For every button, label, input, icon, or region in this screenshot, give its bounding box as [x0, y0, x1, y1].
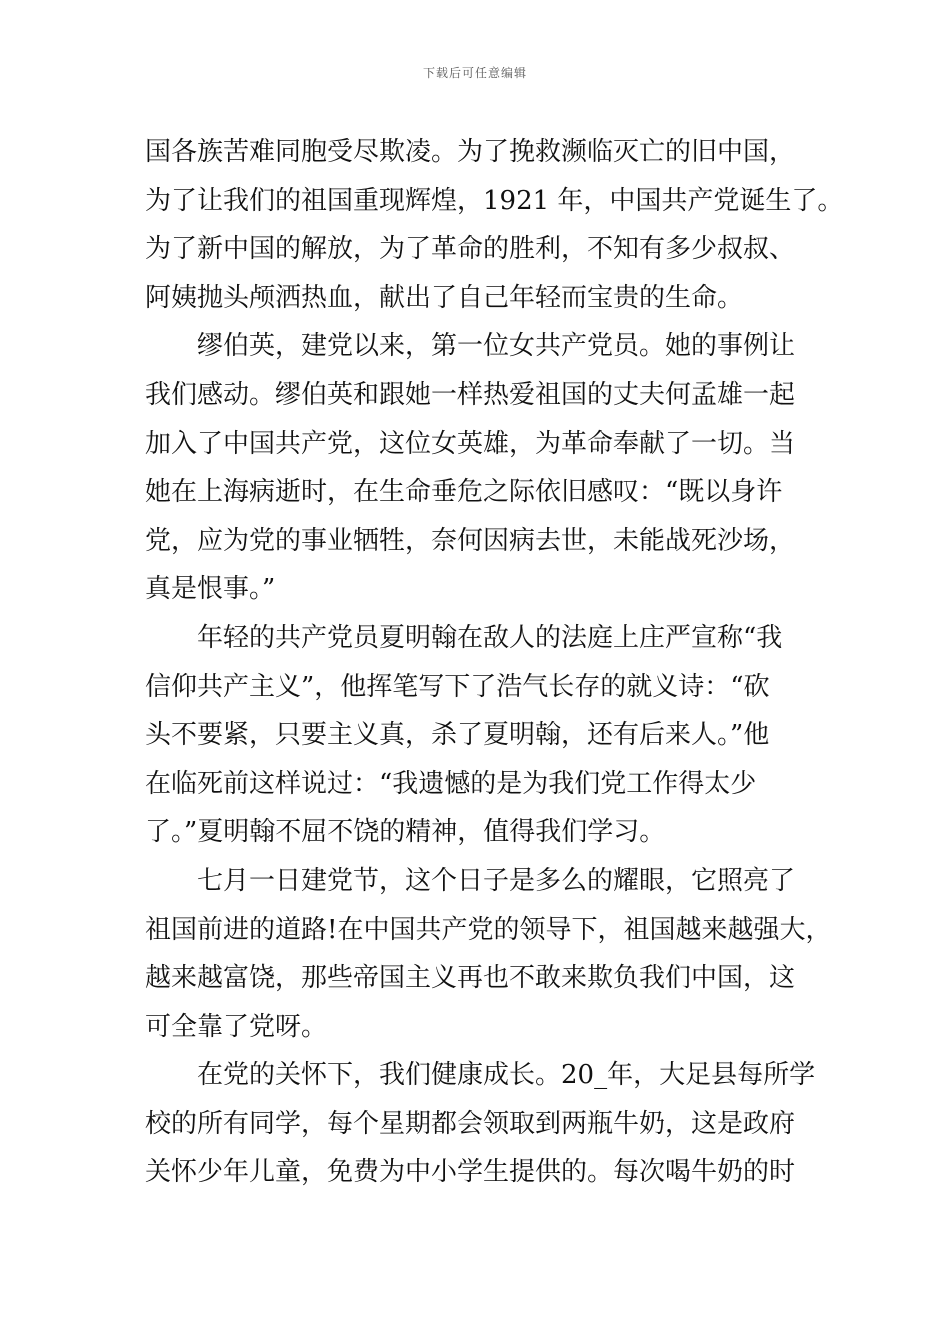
text-line: 在临死前这样说过：“我遗憾的是为我们党工作得太少 [145, 768, 757, 799]
text-line: 国各族苦难同胞受尽欺凌。为了挽救濒临灭亡的旧中国， [145, 137, 796, 167]
text-line: 我们感动。缪伯英和跟她一样热爱祖国的丈夫何孟雄一起 [145, 379, 796, 410]
text-line: 祖国前进的道路!在中国共产党的领导下，祖国越来越强大， [145, 914, 832, 945]
text-line: 关怀少年儿童，免费为中小学生提供的。每次喝牛奶的时 [145, 1157, 796, 1188]
header-note: 下载后可任意编辑 [422, 66, 527, 80]
text-line: 党，应为党的事业牺牲，奈何因病去世，未能战死沙场， [145, 525, 796, 556]
text-line: 了。”夏明翰不屈不饶的精神，值得我们学习。 [145, 817, 666, 848]
text-line: 越来越富饶，那些帝国主义再也不敢来欺负我们中国，这 [145, 963, 796, 994]
text-line: 真是恨事。” [145, 574, 276, 605]
text-line: 阿姨抛头颅洒热血，献出了自己年轻而宝贵的生命。 [145, 282, 744, 313]
text-line: 头不要紧，只要主义真，杀了夏明翰，还有后来人。”他 [145, 720, 770, 751]
paragraph-start-line: 年轻的共产党员夏明翰在敌人的法庭上庄严宣称“我 [197, 622, 783, 653]
paragraph-start-line: 七月一日建党节，这个日子是多么的耀眼，它照亮了 [197, 865, 796, 896]
text-line: 校的所有同学，每个星期都会领取到两瓶牛奶，这是政府 [145, 1108, 796, 1139]
text-line: 加入了中国共产党，这位女英雄，为革命奉献了一切。当 [145, 428, 796, 459]
paragraph-start-line: 在党的关怀下，我们健康成长。20_年，大足县每所学 [197, 1060, 816, 1091]
text-line: 她在上海病逝时，在生命垂危之际依旧感叹：“既以身许 [145, 477, 783, 508]
text-line: 为了新中国的解放，为了革命的胜利，不知有多少叔叔、 [145, 234, 796, 265]
text-line: 信仰共产主义”，他挥笔写下了浩气长存的就义诗：“砍 [145, 671, 770, 702]
text-line: 可全靠了党呀。 [145, 1011, 328, 1042]
text-line: 为了让我们的祖国重现辉煌，1921 年，中国共产党诞生了。 [145, 185, 844, 216]
body-text [145, 128, 844, 1197]
paragraph-start-line: 缪伯英，建党以来，第一位女共产党员。她的事例让 [197, 331, 796, 362]
